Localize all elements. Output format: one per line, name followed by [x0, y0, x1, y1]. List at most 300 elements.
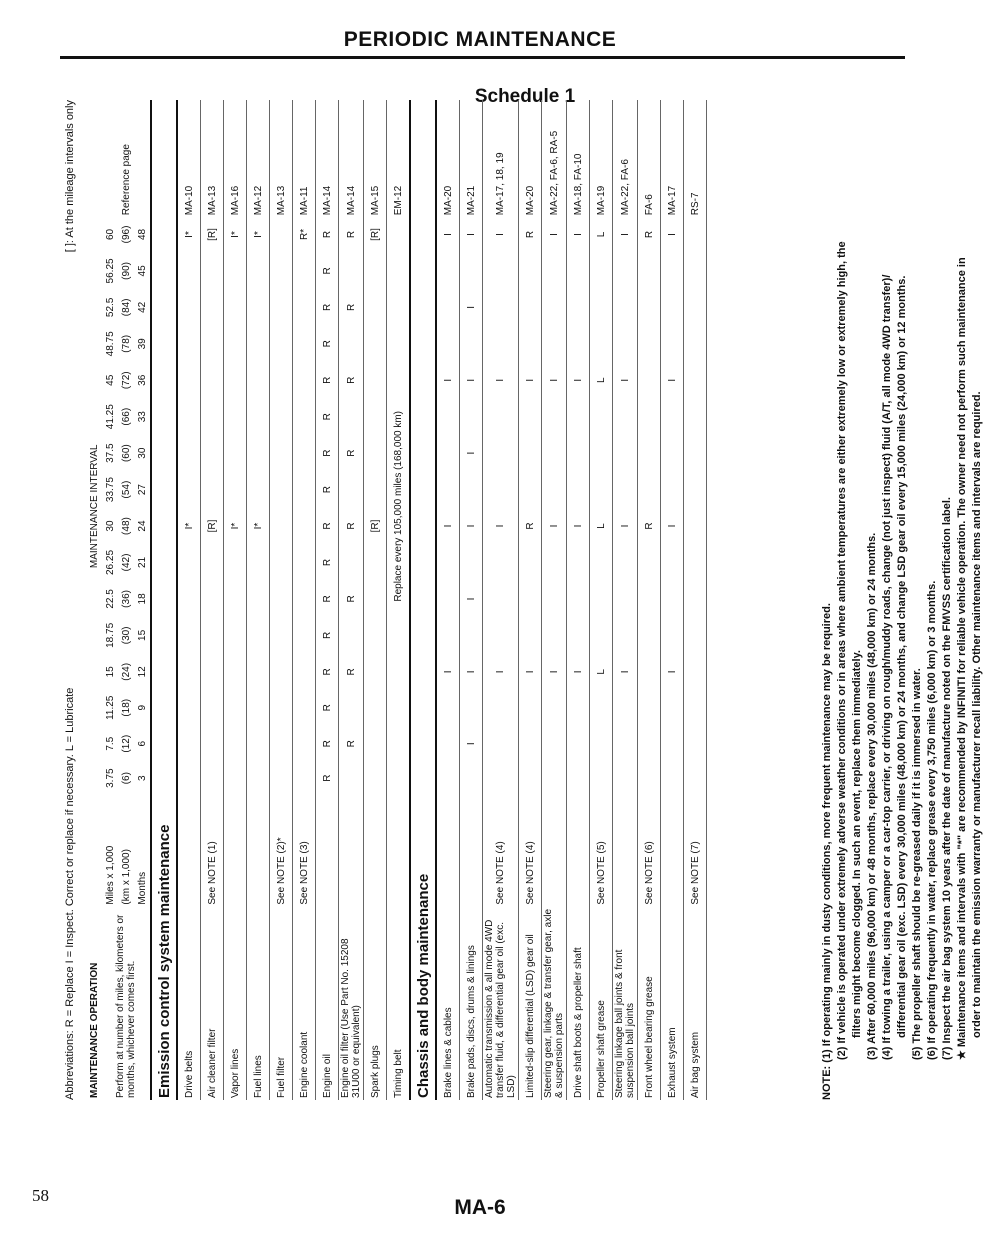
interval-cell	[638, 727, 661, 761]
operation-note	[224, 795, 247, 906]
interval-cell	[638, 397, 661, 435]
interval-cell	[293, 509, 316, 543]
interval-cell	[364, 727, 387, 761]
interval-cell	[661, 252, 684, 290]
interval-cell: R	[316, 363, 339, 397]
operation-name: Engine coolant	[293, 907, 316, 1100]
table-row	[590, 100, 613, 1100]
interval-cell	[270, 543, 293, 581]
km-value: (42)	[120, 553, 132, 572]
interval-cell: I	[436, 509, 460, 543]
interval-cell	[247, 689, 270, 726]
interval-cell: L	[590, 509, 613, 543]
interval-cell: R	[316, 436, 339, 470]
interval-cell	[483, 727, 519, 761]
interval-cell	[436, 252, 460, 290]
km-value: (36)	[120, 590, 132, 608]
interval-cell: L	[590, 363, 613, 397]
interval-cell: R	[316, 509, 339, 543]
months-value: 36	[136, 374, 148, 386]
interval-cell: I	[661, 363, 684, 397]
reference-page: MA-11	[293, 100, 316, 217]
page-code: MA-6	[454, 1196, 506, 1219]
interval-cell: R	[316, 582, 339, 616]
miles-value: 37.5	[104, 443, 116, 463]
table-row	[224, 100, 247, 1100]
interval-cell	[684, 727, 707, 761]
operation-note	[247, 795, 270, 906]
interval-cell: I	[613, 363, 638, 397]
reference-page: MA-19	[590, 100, 613, 217]
interval-cell	[519, 436, 542, 470]
km-value: (18)	[120, 698, 132, 717]
interval-cell: R	[339, 727, 364, 761]
interval-cell	[684, 582, 707, 616]
interval-cell	[613, 290, 638, 324]
interval-cell	[661, 470, 684, 508]
operation-name: Steering gear, linkage & transfer gear, axle & suspension parts	[542, 907, 567, 1100]
interval-cell	[590, 727, 613, 761]
operation-note	[316, 795, 339, 906]
interval-cell	[460, 761, 483, 795]
table-row	[270, 100, 293, 1100]
interval-cell	[177, 290, 201, 324]
interval-cell	[247, 582, 270, 616]
interval-cell	[364, 325, 387, 363]
interval-cell	[339, 616, 364, 654]
interval-cell	[177, 543, 201, 581]
table-row	[387, 100, 411, 1100]
operation-note	[661, 795, 684, 906]
interval-cell	[661, 761, 684, 795]
interval-cell	[224, 689, 247, 726]
interval-cell	[339, 397, 364, 435]
interval-cell	[542, 252, 567, 290]
note-line: order to maintain the emission warranty or manufacturer recall liability. Other maintenance items and intervals are required.	[971, 391, 983, 1038]
interval-cell: R	[316, 616, 339, 654]
interval-cell	[483, 290, 519, 324]
interval-cell	[684, 397, 707, 435]
interval-cell	[364, 761, 387, 795]
interval-cell	[364, 470, 387, 508]
rotated-schedule	[60, 100, 983, 1100]
operation-name: Steering linkage ball joints & front suspension ball joints	[613, 907, 638, 1100]
km-value: (60)	[120, 444, 132, 463]
table-row	[483, 100, 519, 1100]
interval-cell: R	[316, 290, 339, 324]
miles-value: 11.25	[104, 695, 116, 720]
interval-cell	[177, 689, 201, 726]
reference-page: MA-14	[316, 100, 339, 217]
interval-cell	[270, 217, 293, 251]
abbreviations: Abbreviations: R = Replace I = Inspect. Correct or replace if necessary. L = Lubricate	[64, 687, 76, 1100]
operation-note: See NOTE (7)	[684, 795, 707, 906]
chassis-section-title: Chassis and body maintenance	[410, 100, 436, 1100]
miles-value: 45	[104, 374, 116, 386]
interval-cell: R	[316, 397, 339, 435]
interval-cell	[613, 436, 638, 470]
interval-cell: I	[661, 217, 684, 251]
operation-name: Spark plugs	[364, 907, 387, 1100]
interval-cell	[567, 397, 590, 435]
interval-cell	[293, 470, 316, 508]
interval-cell	[483, 436, 519, 470]
operation-note	[613, 795, 638, 906]
interval-cell	[270, 252, 293, 290]
miles-value: 26.25	[104, 549, 116, 575]
operation-name: Fuel filter	[270, 907, 293, 1100]
interval-cell	[613, 727, 638, 761]
operation-name: Front wheel bearing grease	[638, 907, 661, 1100]
interval-cell: I	[613, 655, 638, 689]
months-value: 39	[136, 338, 148, 350]
interval-cell	[201, 290, 224, 324]
reference-page: MA-15	[364, 100, 387, 217]
interval-cell	[177, 363, 201, 397]
interval-cell	[684, 543, 707, 581]
interval-cell	[638, 363, 661, 397]
note-line: (2) If vehicle is operated under extremely adverse weather conditions or in areas where ambient temperatures are either extremely low or extremely high, the	[836, 241, 848, 1060]
interval-cell	[567, 616, 590, 654]
interval-cell	[684, 252, 707, 290]
interval-cell	[684, 470, 707, 508]
miles-value: 56.25	[104, 258, 116, 284]
interval-cell: I	[436, 363, 460, 397]
operation-note: See NOTE (5)	[590, 795, 613, 906]
interval-cell	[613, 325, 638, 363]
interval-cell: L	[590, 217, 613, 251]
interval-cell	[436, 761, 460, 795]
operation-note: See NOTE (4)	[519, 795, 542, 906]
reference-page: FA-6	[638, 100, 661, 217]
operation-note: See NOTE (3)	[293, 795, 316, 906]
interval-cell	[638, 543, 661, 581]
interval-cell	[364, 689, 387, 726]
interval-cell: I	[519, 363, 542, 397]
km-value: (6)	[120, 772, 132, 785]
reference-page: MA-10	[177, 100, 201, 217]
interval-cell: I	[460, 509, 483, 543]
table-row	[460, 100, 483, 1100]
mileage-note: [ ]: At the mileage intervals only	[64, 100, 76, 253]
operation-note: See NOTE (4)	[483, 795, 519, 906]
interval-cell	[519, 397, 542, 435]
interval-cell	[483, 325, 519, 363]
interval-cell	[483, 689, 519, 726]
interval-cell: I	[460, 363, 483, 397]
operation-name: Drive belts	[177, 907, 201, 1100]
interval-cell	[201, 616, 224, 654]
interval-cell	[364, 616, 387, 654]
interval-cell	[364, 543, 387, 581]
interval-cell	[460, 252, 483, 290]
interval-cell	[567, 582, 590, 616]
interval-cell	[270, 363, 293, 397]
months-value: 33	[136, 411, 148, 423]
interval-cell: [R]	[364, 217, 387, 251]
interval-cell	[293, 689, 316, 726]
interval-cell	[613, 470, 638, 508]
interval-cell: I	[542, 509, 567, 543]
chassis-section	[410, 100, 436, 1100]
interval-cell	[270, 509, 293, 543]
interval-cell	[247, 325, 270, 363]
operation-note	[387, 795, 411, 906]
operation-name: Air bag system	[684, 907, 707, 1100]
interval-title: MAINTENANCE INTERVAL	[88, 444, 100, 569]
interval-cell	[247, 363, 270, 397]
interval-cell	[247, 616, 270, 654]
interval-cell	[638, 470, 661, 508]
table-row	[201, 100, 224, 1100]
interval-cell	[638, 252, 661, 290]
note-line: (5) The propeller shaft should be re-greased daily if it is immersed in water.	[911, 668, 923, 1060]
interval-cell	[201, 325, 224, 363]
interval-cell	[684, 761, 707, 795]
interval-cell	[638, 582, 661, 616]
miles-value: 60	[104, 228, 116, 241]
interval-cell	[613, 761, 638, 795]
interval-cell	[638, 761, 661, 795]
interval-cell: I*	[177, 217, 201, 251]
interval-cell	[661, 290, 684, 324]
interval-cell	[247, 290, 270, 324]
operation-name: Fuel lines	[247, 907, 270, 1100]
km-value: (84)	[120, 298, 132, 317]
interval-cell	[542, 325, 567, 363]
interval-cell	[224, 252, 247, 290]
operation-note	[177, 795, 201, 906]
table-row	[364, 100, 387, 1100]
interval-cell	[483, 397, 519, 435]
interval-cell: I	[567, 655, 590, 689]
page-number: 58	[32, 1186, 49, 1205]
interval-cell	[364, 363, 387, 397]
operation-name: Propeller shaft grease	[590, 907, 613, 1100]
interval-cell	[224, 325, 247, 363]
interval-cell	[177, 252, 201, 290]
interval-cell	[542, 397, 567, 435]
interval-cell	[293, 727, 316, 761]
interval-cell	[293, 582, 316, 616]
interval-cell	[270, 470, 293, 508]
interval-cell	[684, 325, 707, 363]
interval-cell	[177, 325, 201, 363]
interval-cell	[567, 727, 590, 761]
interval-cell	[224, 616, 247, 654]
interval-cell	[590, 689, 613, 726]
note-line: (7) Inspect the air bag system 10 years after the date of manufacture noted on the FMVSS certification label.	[941, 497, 953, 1060]
interval-cell	[224, 655, 247, 689]
operation-note: See NOTE (2)*	[270, 795, 293, 906]
interval-cell	[436, 397, 460, 435]
interval-cell: I*	[247, 217, 270, 251]
interval-cell: I	[436, 655, 460, 689]
interval-cell	[590, 252, 613, 290]
interval-cell: R	[316, 470, 339, 508]
operation-name: Engine oil filter (Use Part No. 15208 31U00 or equivalent)	[339, 907, 364, 1100]
header-rule	[60, 56, 905, 59]
interval-cell	[661, 582, 684, 616]
table-row	[567, 100, 590, 1100]
interval-cell	[436, 727, 460, 761]
km-label: (km x 1,000)	[120, 849, 132, 905]
interval-cell: I	[436, 217, 460, 251]
note-line: (6) If operating frequently in water, replace grease every 3,750 miles (6,000 km) or 3 months.	[926, 580, 938, 1060]
note-line: ★ Maintenance items and intervals with "*" are recommended by INFINITI for reliable vehicle operation. The owner need not perform such maintenance in	[956, 257, 968, 1060]
miles-value: 33.75	[104, 477, 116, 503]
km-value: (78)	[120, 334, 132, 353]
interval-cell: L	[590, 655, 613, 689]
interval-cell	[201, 761, 224, 795]
interval-cell	[567, 543, 590, 581]
reference-page: MA-17, 18, 19	[483, 100, 519, 217]
interval-cell	[201, 397, 224, 435]
interval-cell	[519, 761, 542, 795]
reference-page: MA-16	[224, 100, 247, 217]
interval-cell: [R]	[201, 217, 224, 251]
interval-cell	[339, 761, 364, 795]
interval-cell	[567, 252, 590, 290]
interval-cell	[224, 363, 247, 397]
interval-cell	[638, 436, 661, 470]
interval-cell	[224, 727, 247, 761]
interval-cell	[293, 252, 316, 290]
interval-cell	[519, 252, 542, 290]
interval-cell	[542, 470, 567, 508]
interval-cell: I	[483, 217, 519, 251]
interval-cell	[483, 761, 519, 795]
reference-page: MA-17	[661, 100, 684, 217]
interval-cell: R	[316, 689, 339, 726]
operation-note: See NOTE (6)	[638, 795, 661, 906]
interval-cell	[224, 290, 247, 324]
km-value: (30)	[120, 626, 132, 645]
header-row-miles	[102, 100, 118, 1100]
note-line: differential gear oil (exc. LSD) every 30,000 miles (48,000 km) or 24 months, and change LSD gear oil every 15,000 miles (24,000 km) or 12 months.	[896, 275, 908, 1038]
interval-cell	[519, 727, 542, 761]
interval-cell	[224, 470, 247, 508]
interval-cell	[638, 616, 661, 654]
interval-cell	[567, 470, 590, 508]
interval-span: Replace every 105,000 miles (168,000 km)	[387, 217, 411, 795]
months-value: 15	[136, 629, 148, 641]
interval-cell	[247, 397, 270, 435]
interval-cell	[567, 325, 590, 363]
miles-value: 7.5	[104, 736, 116, 751]
interval-cell	[613, 689, 638, 726]
blank	[86, 100, 102, 217]
interval-cell	[201, 470, 224, 508]
interval-cell	[436, 543, 460, 581]
interval-cell: I	[567, 217, 590, 251]
table-row	[177, 100, 201, 1100]
interval-cell	[247, 543, 270, 581]
interval-cell	[542, 727, 567, 761]
interval-cell	[567, 689, 590, 726]
table-row	[247, 100, 270, 1100]
interval-cell	[293, 325, 316, 363]
interval-cell	[364, 582, 387, 616]
interval-cell	[201, 689, 224, 726]
operation-note	[460, 795, 483, 906]
notes-block	[820, 100, 985, 1100]
interval-cell: R	[316, 325, 339, 363]
emission-section-title: Emission control system maintenance	[151, 100, 177, 1100]
months-value: 12	[136, 666, 148, 678]
interval-cell: R	[519, 217, 542, 251]
interval-cell: R	[316, 655, 339, 689]
operation-name: Brake lines & cables	[436, 907, 460, 1100]
interval-cell	[436, 290, 460, 324]
interval-cell	[293, 655, 316, 689]
interval-cell	[270, 761, 293, 795]
table-row	[613, 100, 638, 1100]
interval-cell	[684, 655, 707, 689]
interval-cell	[247, 761, 270, 795]
interval-cell: I	[661, 655, 684, 689]
note-line: (3) After 60,000 miles (96,000 km) or 48 months, replace every 30,000 miles (48,000 km) or 24 months.	[866, 532, 878, 1060]
operation-name: Timing belt	[387, 907, 411, 1100]
interval-cell	[177, 761, 201, 795]
interval-cell	[590, 397, 613, 435]
interval-cell	[483, 470, 519, 508]
interval-cell	[436, 689, 460, 726]
interval-cell	[483, 582, 519, 616]
interval-cell	[542, 689, 567, 726]
interval-cell	[684, 689, 707, 726]
interval-cell	[542, 616, 567, 654]
table-row	[316, 100, 339, 1100]
operation-note	[436, 795, 460, 906]
miles-value: 15	[104, 666, 116, 678]
interval-cell: R	[316, 543, 339, 581]
interval-cell	[270, 290, 293, 324]
interval-cell	[339, 689, 364, 726]
table-row	[339, 100, 364, 1100]
interval-cell: R	[638, 217, 661, 251]
interval-cell: I	[542, 363, 567, 397]
reference-page: MA-22, FA-6	[613, 100, 638, 217]
reference-page: MA-13	[201, 100, 224, 217]
interval-cell	[339, 325, 364, 363]
interval-cell: I	[460, 217, 483, 251]
months-value: 27	[136, 484, 148, 496]
header-row-title	[86, 100, 102, 1100]
months-value: 24	[136, 520, 148, 532]
schedule-subtitle: Schedule 1	[474, 86, 576, 107]
reference-page: EM-12	[387, 100, 411, 217]
interval-cell	[201, 363, 224, 397]
months-value: 48	[136, 228, 148, 241]
miles-value: 18.75	[104, 622, 116, 648]
interval-cell: R	[316, 761, 339, 795]
interval-cell: I	[661, 509, 684, 543]
interval-cell	[339, 252, 364, 290]
interval-cell: I*	[224, 217, 247, 251]
interval-cell: R	[339, 509, 364, 543]
interval-cell	[177, 727, 201, 761]
interval-cell	[247, 252, 270, 290]
interval-cell	[436, 436, 460, 470]
table-row	[638, 100, 661, 1100]
interval-cell	[661, 616, 684, 654]
miles-label: Miles x 1,000	[104, 845, 116, 905]
interval-cell	[339, 543, 364, 581]
interval-cell	[364, 290, 387, 324]
interval-cell	[460, 689, 483, 726]
interval-cell	[542, 582, 567, 616]
